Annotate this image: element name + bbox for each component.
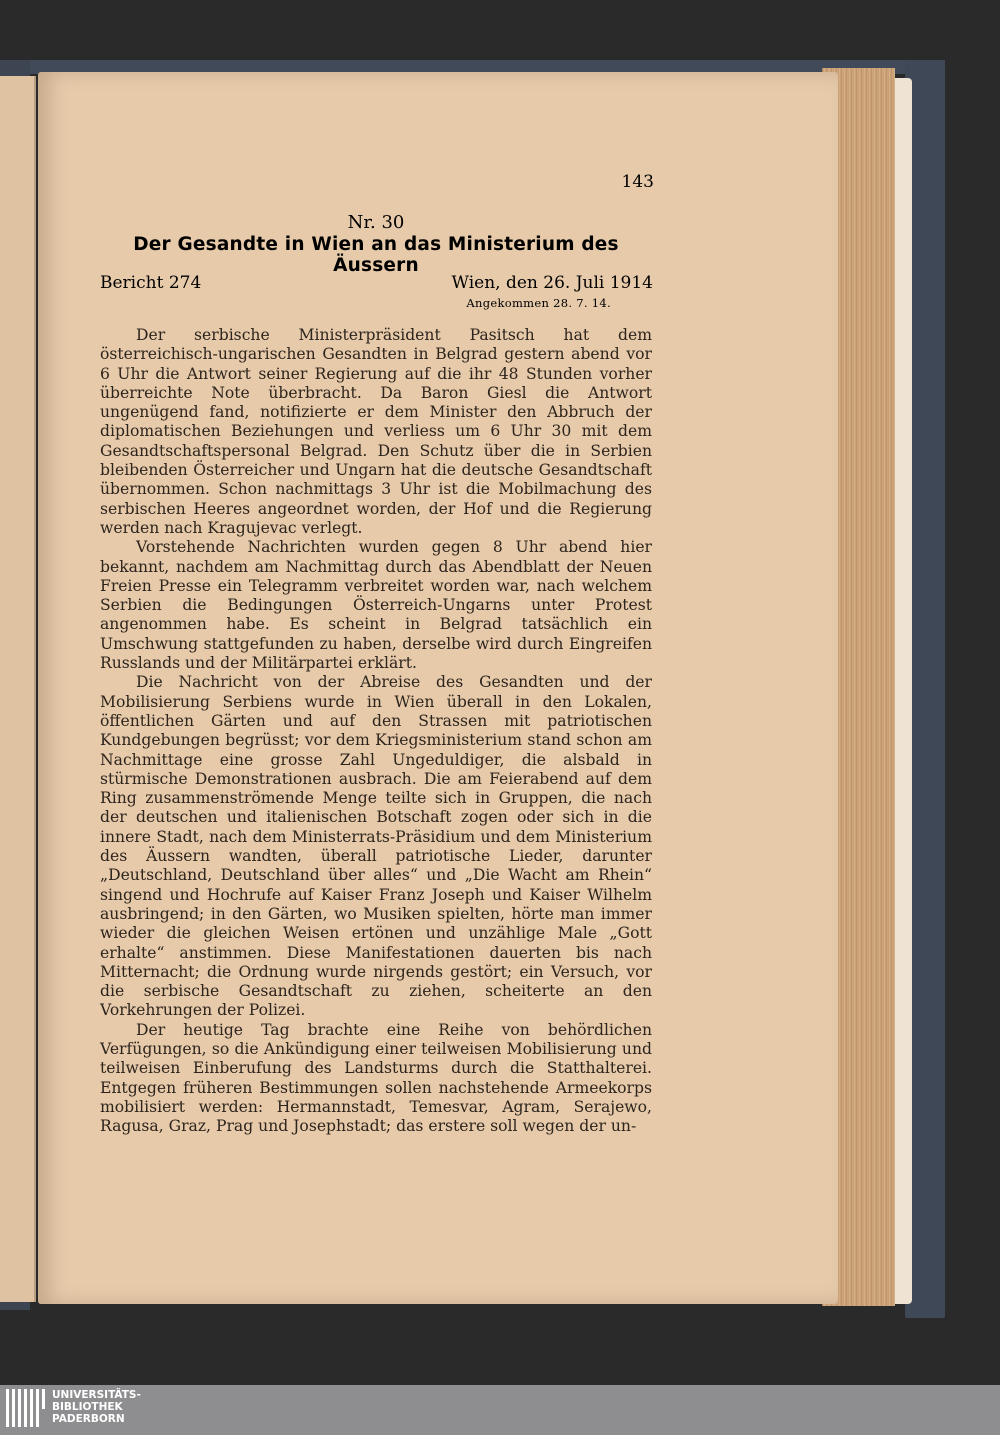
document-number: Nr. 30 — [347, 212, 405, 233]
library-name-line: UNIVERSITÄTS- — [52, 1389, 141, 1401]
body-text — [100, 326, 652, 1136]
paragraph: Die Nachricht von der Abreise des Gesandten und der Mobilisierung Serbiens wurde in Wien überall in den Lokalen, öffentlichen Gärten und auf den Strassen mit patriotischen Kundgebungen begrüsst; vor dem Kriegsministerium stand schon am Nachmittage eine grosse Zahl Ungeduldiger, die alsbald in stürmische Demonstrationen ausbrach. Die am Feierabend auf dem Ring zusammenströmende Menge teilte sich in Gruppen, die nach der deutschen und italienischen Botschaft zogen oder sich in die innere Stadt, nach dem Ministerrats-Präsidium und dem Ministerium des Äussern wandten, überall patriotische Lieder, darunter „Deutschland, Deutschland über alles“ und „Die Wacht am Rhein“ singend und Hochrufe auf Kaiser Franz Joseph und Kaiser Wilhelm ausbringend; in den Gärten, wo Musiken spielten, hörte man immer wieder die gleichen Weisen ertönen und unzählige Male „Gott erhalte“ anstimmen. Diese Manifestationen dauerten bis nach Mitternacht; die Ordnung wurde nirgends gestört; ein Versuch, vor die serbische Gesandtschaft zu ziehen, scheiterte an den Vorkehrungen der Polizei. — [100, 673, 652, 1020]
paragraph: Der serbische Ministerpräsident Pasitsch hat dem österreichisch-ungarischen Gesandten in Belgrad gestern abend vor 6 Uhr die Antwort seiner Regierung auf die ihr 48 Stunden vorher überreichte Note überbracht. Da Baron Giesl die Antwort ungenügend fand, notifizierte er dem Minister den Abbruch der diplomatischen Beziehungen und verliess um 6 Uhr 30 mit dem Gesandtschaftspersonal Belgrad. Den Schutz über die in Serbien bleibenden Österreicher und Ungarn hat die deutsche Gesandtschaft übernommen. Schon nachmittags 3 Uhr ist die Mobilmachung des serbischen Heeres angeordnet worden, der Hof und die Regierung werden nach Kragujevac verlegt. — [100, 326, 652, 537]
library-logo-icon — [6, 1389, 48, 1431]
library-name — [52, 1389, 141, 1425]
library-footer — [0, 1385, 1000, 1435]
place-date: Wien, den 26. Juli 1914 — [451, 273, 653, 293]
paragraph: Der heutige Tag brachte eine Reihe von behördlichen Verfügungen, so die Ankündigung einer teilweisen Mobilisierung und teilweisen Einberufung des Landsturms durch die Statthalterei. Entgegen früheren Bestimmungen sollen nachstehende Armeekorps mobilisiert werden: Hermannstadt, Temesvar, Agram, Serajewo, Ragusa, Graz, Prag und Josephstadt; das erstere soll wegen der un- — [100, 1020, 652, 1136]
document-heading: Der Gesandte in Wien an das Ministerium des Äussern — [133, 234, 619, 276]
left-page-edge — [0, 76, 36, 1302]
report-number: Bericht 274 — [100, 273, 202, 293]
page-number: 143 — [621, 172, 654, 192]
library-name-line: BIBLIOTHEK — [52, 1401, 123, 1413]
library-name-line: PADERBORN — [52, 1413, 125, 1425]
received-date: Angekommen 28. 7. 14. — [466, 296, 611, 310]
paragraph: Vorstehende Nachrichten wurden gegen 8 Uhr abend hier bekannt, nachdem am Nachmittag durch das Abendblatt der Neuen Freien Presse ein Telegramm verbreitet worden war, nach welchem Serbien die Bedingungen Österreich-Ungarns unter Protest angenommen habe. Es scheint in Belgrad tatsächlich ein Umschwung stattgefunden zu haben, derselbe wird durch Eingreifen Russlands und der Militärpartei erklärt. — [100, 538, 652, 673]
